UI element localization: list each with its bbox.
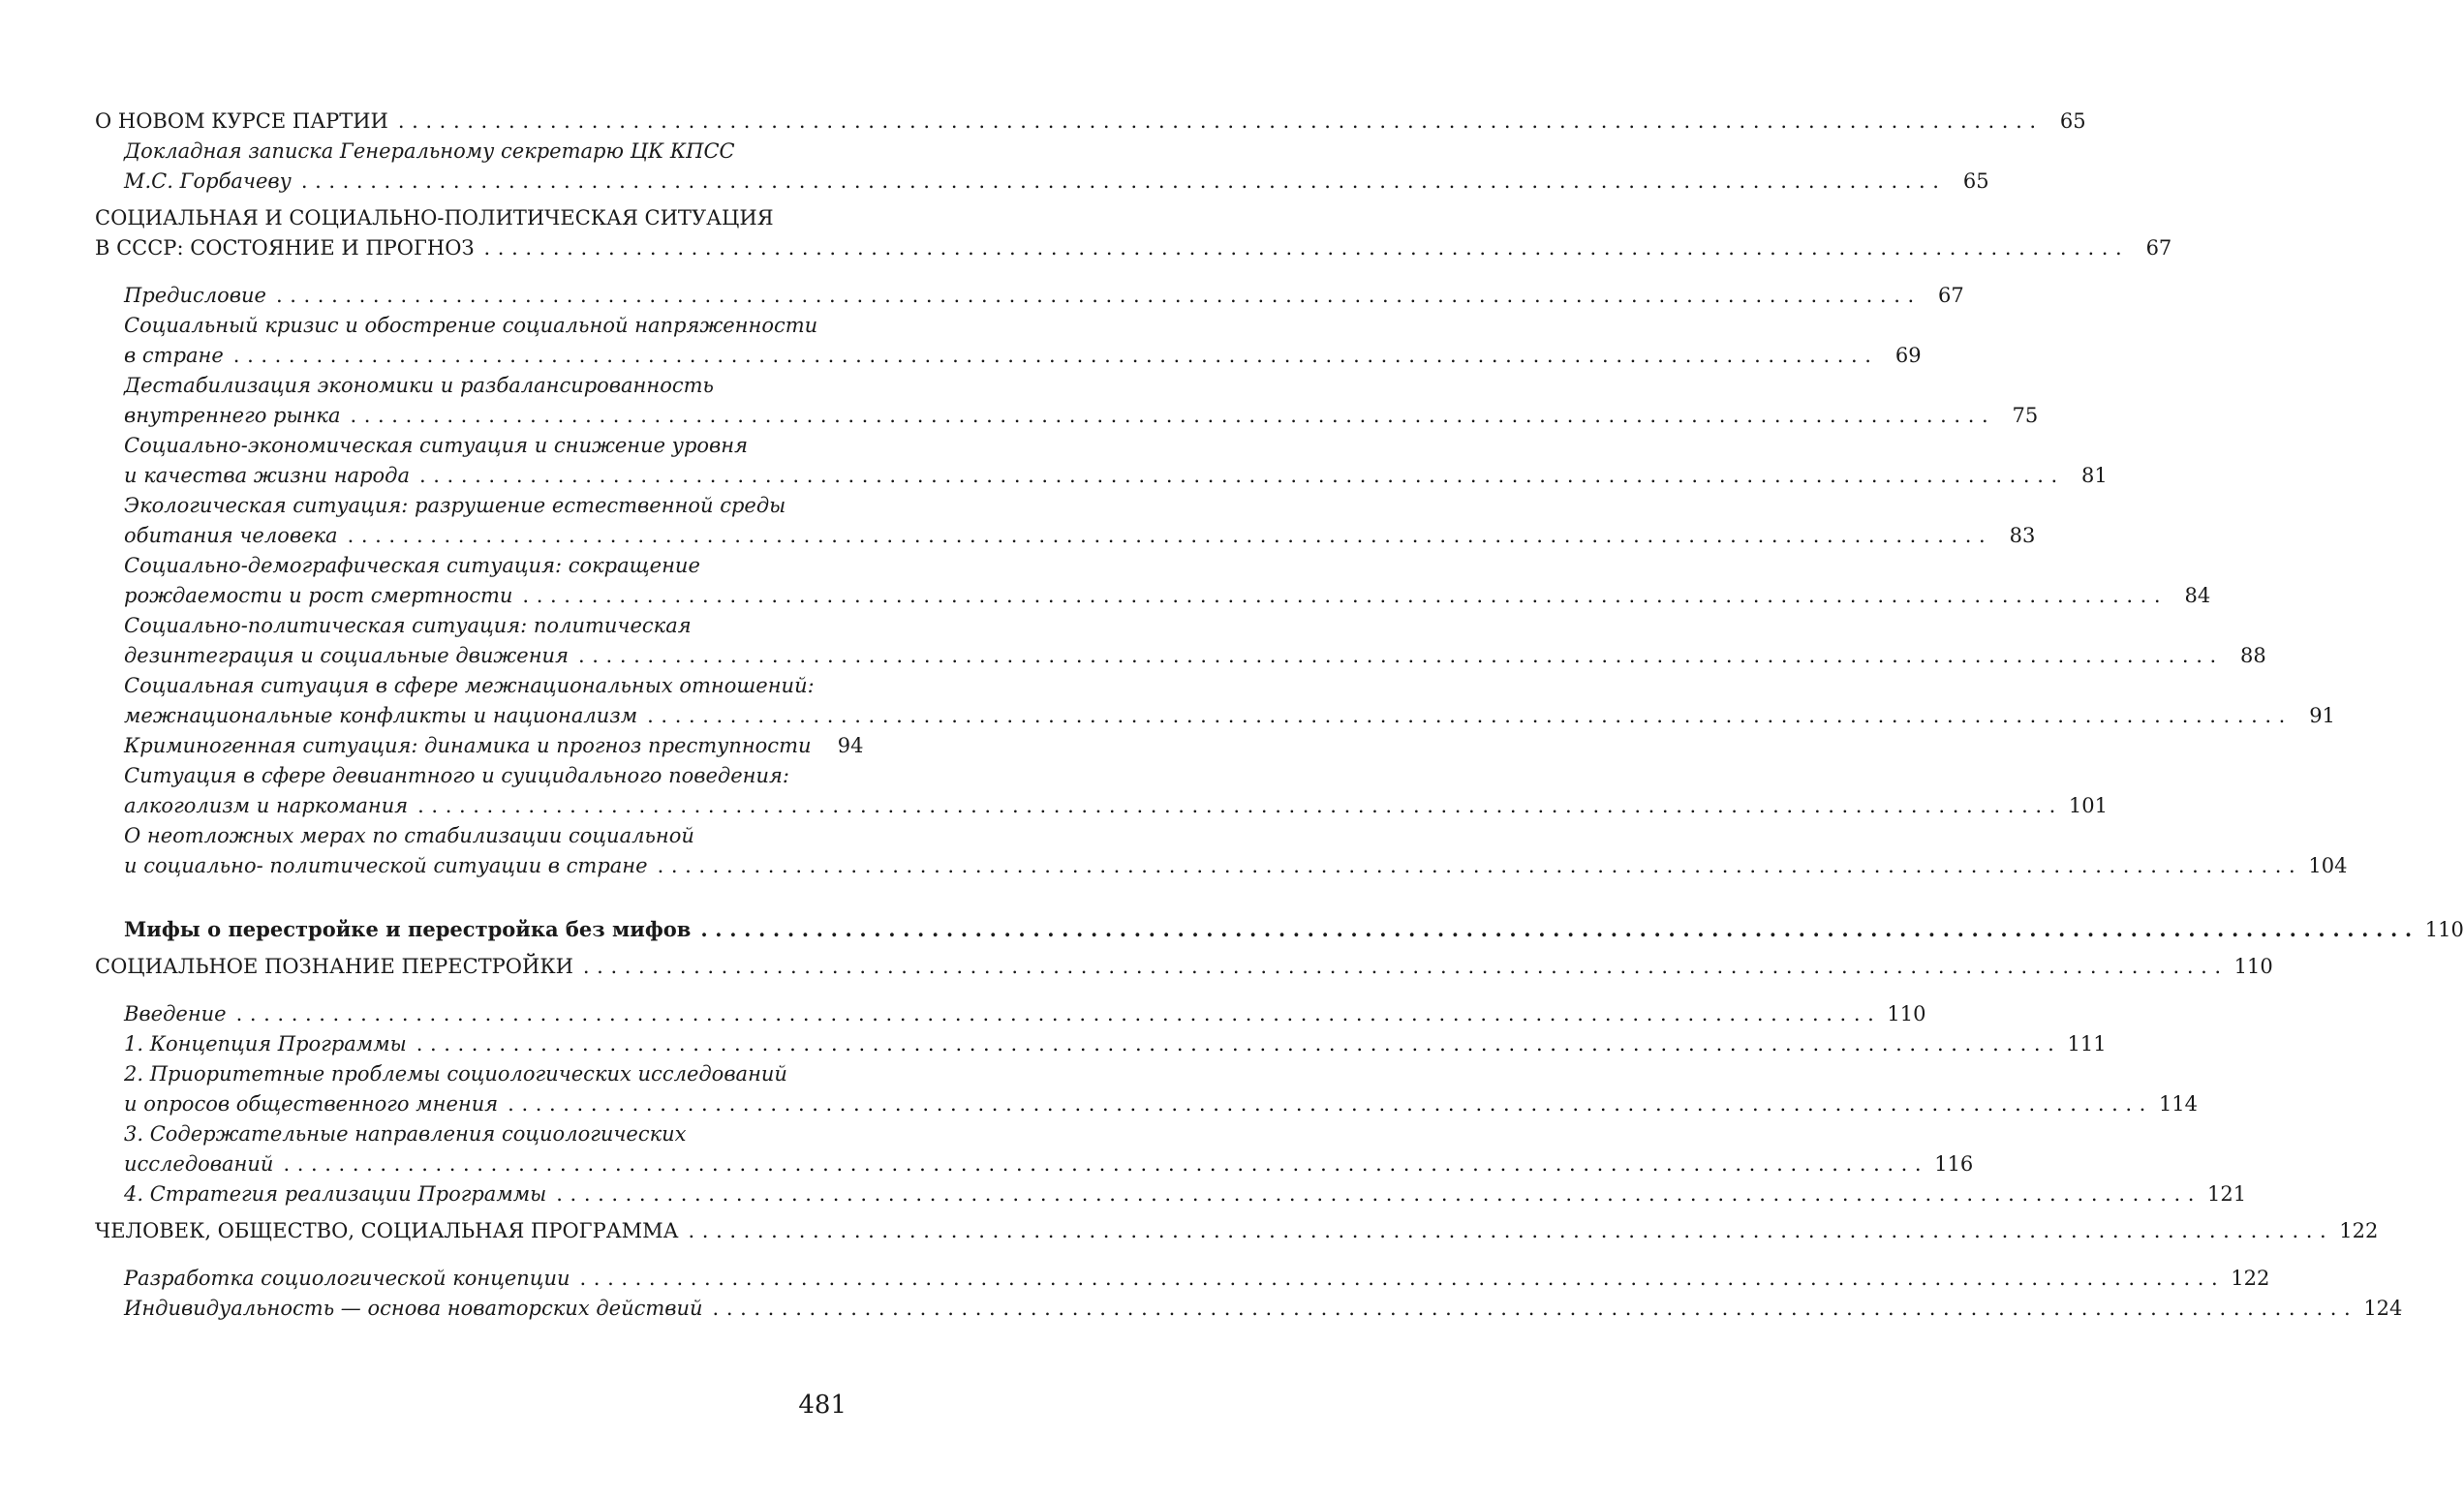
toc-entry-section (95, 1059, 2199, 1119)
toc-entry-title-line: Мифы о перестройке и перестройка без мифов (124, 917, 692, 941)
dot-leader: ....................................................................................................................... (582, 955, 2229, 978)
toc-entry-page: 91 (2309, 704, 2335, 727)
dot-leader: ....................................................................................................................... (700, 917, 2419, 941)
toc-entry-title-line: исследований (124, 1152, 274, 1176)
toc-entry-row (124, 167, 1989, 197)
toc-entry-row (124, 914, 2464, 945)
toc-entry-row (95, 233, 2172, 263)
toc-entry-section (95, 1264, 2270, 1294)
toc-entry-row (124, 1294, 2403, 1324)
toc-entry-row (124, 581, 2211, 611)
toc-entry-title-line: 3. Содержательные направления социологических (124, 1122, 687, 1146)
toc-entry-row (124, 701, 2335, 731)
dot-leader: ....................................................................................................................... (417, 794, 2063, 817)
toc-entry-chapter (95, 203, 2172, 263)
toc-entry-section (95, 999, 1926, 1029)
toc-entry-title-line: СОЦИАЛЬНАЯ И СОЦИАЛЬНО-ПОЛИТИЧЕСКАЯ СИТУАЦИЯ (95, 206, 774, 229)
toc-entry-title-line: Введение (124, 1002, 227, 1025)
toc-entry-title-line: в стране (124, 344, 224, 367)
toc-entry-page: 69 (1894, 344, 1922, 367)
toc-entry-page: 88 (2240, 644, 2266, 667)
toc-entry-section (95, 551, 2211, 611)
toc-entry-title-line: В СССР: СОСТОЯНИЕ И ПРОГНОЗ (95, 236, 475, 260)
toc-entry-chapter (95, 1216, 2379, 1246)
toc-entry-section (95, 1179, 2247, 1209)
toc-entry-page: 116 (1934, 1152, 1974, 1176)
toc-entry-row (124, 1089, 2199, 1119)
dot-leader: ....................................................................................................................... (579, 1267, 2226, 1290)
dot-leader: ....................................................................................................................... (522, 584, 2169, 607)
toc-entry-row (124, 851, 2348, 881)
toc-entry-title-line: алкоголизм и наркомания (124, 794, 409, 817)
toc-entry-row (124, 1029, 2107, 1059)
dot-leader: ....................................................................................................................... (397, 109, 2044, 133)
toc-entry-title-line: межнациональные конфликты и национализм (124, 704, 638, 727)
dot-leader: ....................................................................................................................... (275, 284, 1922, 307)
toc-entry-section (95, 821, 2348, 881)
toc-entry-title-line: Докладная записка Генеральному секретарю ЦК КПСС (124, 139, 735, 163)
toc-entry-section (95, 671, 2335, 731)
dot-leader: ....................................................................................................................... (578, 644, 2224, 667)
toc-entry-title-line: обитания человека (124, 524, 338, 547)
toc-entry-title-line: Предисловие (124, 284, 266, 307)
toc-entry-section (95, 611, 2266, 671)
dot-leader: ....................................................................................................................... (416, 1032, 2062, 1055)
toc-entry-title-line: Экологическая ситуация: разрушение естественной среды (124, 494, 786, 517)
toc-entry-section (95, 731, 864, 761)
dot-leader: ....................................................................................................................... (508, 1092, 2153, 1116)
toc-entry-title-line: ЧЕЛОВЕК, ОБЩЕСТВО, СОЦИАЛЬНАЯ ПРОГРАММА (95, 1219, 679, 1242)
toc-entry-row (124, 791, 2108, 821)
toc-entry-title-line: 2. Приоритетные проблемы социологических исследований (124, 1062, 787, 1086)
toc-entry-page: 84 (2184, 584, 2211, 607)
toc-entry-page: 110 (2424, 918, 2464, 941)
dot-leader: ....................................................................................................................... (235, 1002, 1882, 1025)
toc-entry-page: 124 (2363, 1297, 2403, 1320)
toc-entry-title-line: и социально- политической ситуации в стране (124, 854, 648, 877)
toc-entry-row (124, 999, 1926, 1029)
dot-leader: ....................................................................................................................... (347, 524, 1993, 547)
toc-entry-title-line: Индивидуальность — основа новаторских действий (124, 1297, 703, 1320)
toc-entry-title-line: внутреннего рынка (124, 404, 341, 427)
toc-entry-title-line: СОЦИАЛЬНОЕ ПОЗНАНИЕ ПЕРЕСТРОЙКИ (95, 955, 573, 978)
dot-leader: ....................................................................................................................... (647, 704, 2293, 727)
dot-leader: ....................................................................................................................... (688, 1219, 2334, 1242)
page-number: 481 (798, 1391, 847, 1420)
toc-entry-row (124, 1264, 2270, 1294)
toc-entry-title-line: Социально-экономическая ситуация и снижение уровня (124, 434, 748, 457)
toc-entry-section (95, 431, 2108, 491)
toc-entry-title-line: 1. Концепция Программы (124, 1032, 407, 1055)
toc-entry-page: 121 (2207, 1182, 2247, 1206)
toc-entry-title-line: и опросов общественного мнения (124, 1092, 499, 1116)
toc-entry-row (124, 731, 864, 761)
toc-entry-section (95, 1294, 2403, 1324)
dot-leader: ....................................................................................................................... (657, 854, 2303, 877)
toc-entry-title-line: Социальный кризис и обострение социальной напряженности (124, 314, 818, 337)
dot-leader: ....................................................................................................................... (283, 1152, 1929, 1176)
toc-entry-title-line: О НОВОМ КУРСЕ ПАРТИИ (95, 109, 388, 133)
toc-entry-title-line: 4. Стратегия реализации Программы (124, 1182, 547, 1206)
table-of-contents (95, 100, 2464, 1324)
toc-entry-page: 65 (2059, 109, 2086, 133)
toc-entry-section (95, 371, 2039, 431)
toc-entry-row (124, 281, 1964, 311)
toc-entry-section (95, 281, 1964, 311)
toc-entry-title-line: Социальная ситуация в сфере межнациональных отношений: (124, 674, 815, 697)
toc-entry-title-line: Криминогенная ситуация: динамика и прогноз преступности (124, 734, 812, 757)
toc-entry-page: 94 (837, 734, 864, 757)
toc-entry-row (124, 341, 1922, 371)
dot-leader: ....................................................................................................................... (419, 464, 2065, 487)
toc-entry-page: 65 (1962, 169, 1989, 193)
toc-entry-row (124, 1179, 2247, 1209)
toc-entry-row (124, 641, 2266, 671)
toc-entry-page: 67 (1938, 284, 1964, 307)
toc-entry-page: 75 (2012, 404, 2039, 427)
toc-entry-title-line: М.С. Горбачеву (124, 169, 292, 193)
toc-entry-row (124, 461, 2108, 491)
toc-entry-page: 110 (1887, 1002, 1926, 1025)
toc-entry-page: 83 (2009, 524, 2036, 547)
toc-entry-page: 122 (2339, 1219, 2379, 1242)
toc-entry-page: 110 (2233, 955, 2273, 978)
toc-entry-title-line: Ситуация в сфере девиантного и суицидального поведения: (124, 764, 789, 787)
toc-entry-section (95, 311, 1922, 371)
dot-leader: ....................................................................................................................... (300, 169, 1947, 193)
toc-entry-section (95, 137, 1989, 197)
toc-entry-section (95, 491, 2036, 551)
dot-leader: ....................................................................................................................... (483, 236, 2130, 260)
toc-entry-row (95, 107, 2086, 137)
toc-entry-title-line: дезинтеграция и социальные движения (124, 644, 569, 667)
dot-leader: ....................................................................................................................... (232, 344, 1879, 367)
toc-entry-title-line: Социально-политическая ситуация: политическая (124, 614, 692, 637)
toc-entry-page: 101 (2068, 794, 2108, 817)
toc-entry-page: 81 (2081, 464, 2108, 487)
toc-entry-title-line: О неотложных мерах по стабилизации социальной (124, 824, 694, 847)
toc-entry-page: 114 (2158, 1092, 2199, 1116)
toc-entry-row (124, 401, 2039, 431)
dot-leader: ....................................................................................................................... (556, 1182, 2202, 1206)
toc-entry-title-line: и качества жизни народа (124, 464, 410, 487)
toc-entry-section (95, 761, 2108, 821)
toc-entry-title-line: рождаемости и рост смертности (124, 584, 513, 607)
toc-entry-section (95, 1029, 2107, 1059)
toc-entry-chapter (95, 107, 2086, 137)
toc-entry-section (95, 1119, 1974, 1179)
toc-entry-row (95, 952, 2273, 982)
toc-entry-title-line: Социально-демографическая ситуация: сокращение (124, 554, 700, 577)
toc-entry-chapter (95, 952, 2273, 982)
toc-entry-part (95, 914, 2464, 945)
toc-entry-page: 67 (2145, 236, 2172, 260)
toc-entry-page: 111 (2067, 1032, 2107, 1055)
toc-entry-row (95, 1216, 2379, 1246)
toc-entry-row (124, 521, 2036, 551)
toc-entry-title-line: Дестабилизация экономики и разбалансированность (124, 374, 714, 397)
toc-entry-page: 122 (2231, 1267, 2270, 1290)
dot-leader: ....................................................................................................................... (350, 404, 1996, 427)
toc-entry-row (124, 1149, 1974, 1179)
toc-entry-page: 104 (2308, 854, 2348, 877)
dot-leader: ....................................................................................................................... (712, 1297, 2358, 1320)
toc-entry-title-line: Разработка социологической концепции (124, 1267, 570, 1290)
